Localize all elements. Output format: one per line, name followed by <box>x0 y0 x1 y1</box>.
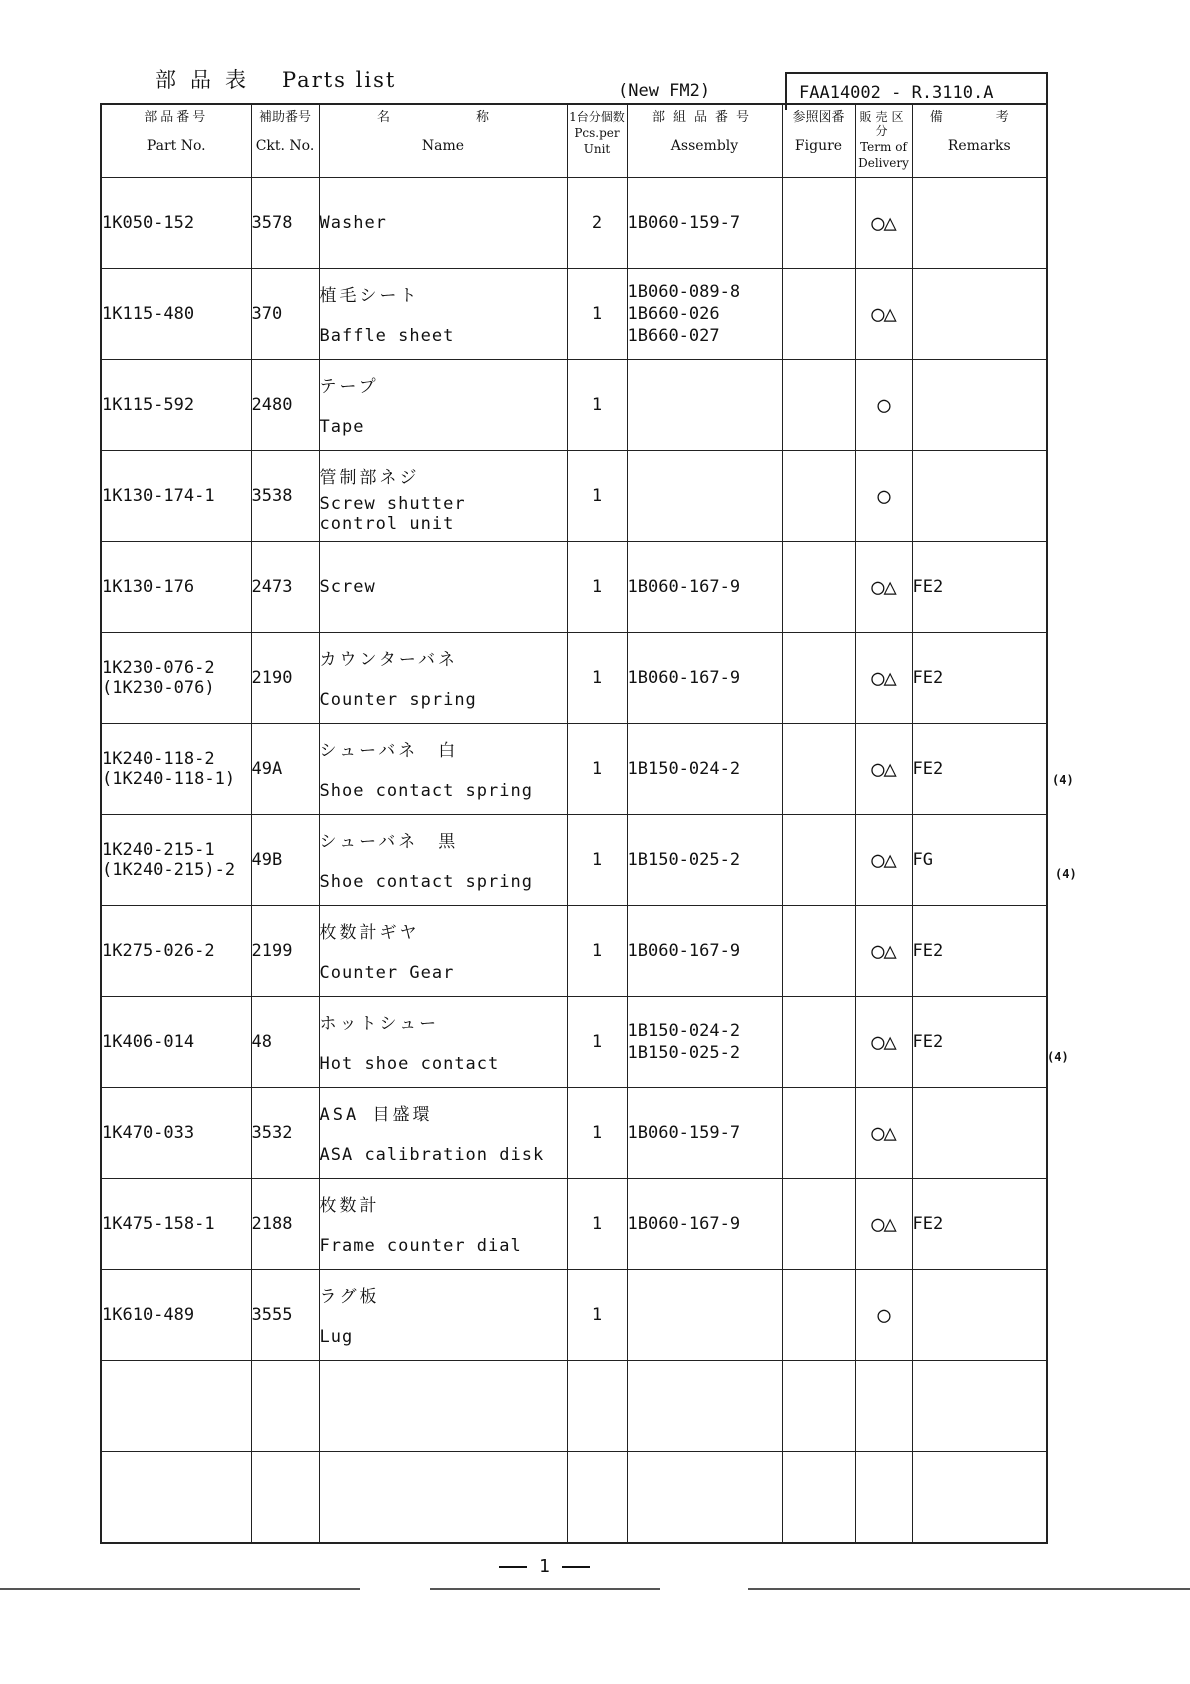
ckt-no-cell <box>251 451 319 542</box>
name-cell <box>319 633 567 724</box>
name-cell <box>319 1270 567 1361</box>
remarks-cell <box>912 1088 1047 1179</box>
col-pcs: 1台分個数 Pcs.per Unit <box>567 104 627 178</box>
remarks-cell <box>912 997 1047 1088</box>
qty: 1 <box>591 304 603 324</box>
ckt-no: 2473 <box>251 577 293 597</box>
model-label: (New FM2) <box>618 81 711 101</box>
name-en: Counter spring <box>319 690 477 710</box>
assembly-cell <box>627 360 782 451</box>
figure-cell <box>782 1361 855 1452</box>
qty-cell <box>567 451 627 542</box>
assembly: 1B060-159-7 <box>627 212 741 233</box>
parts-table <box>100 103 1048 1544</box>
name-jp: 枚数計 <box>319 1196 380 1216</box>
assembly: 1B150-025-2 <box>627 849 741 870</box>
ckt-no-cell <box>251 1088 319 1179</box>
delivery-mark: ○△ <box>871 574 896 600</box>
ckt-no-cell <box>251 906 319 997</box>
remarks: FE2 <box>912 668 944 688</box>
qty-cell <box>567 1361 627 1452</box>
delivery-cell <box>855 997 912 1088</box>
part-no-cell <box>101 1179 251 1270</box>
name-jp: シューバネ 白 <box>319 741 459 761</box>
ckt-no-cell <box>251 360 319 451</box>
col-part-no: 部品番号 Part No. <box>101 104 251 178</box>
figure-cell <box>782 269 855 360</box>
part-no-cell <box>101 906 251 997</box>
col-assembly: 部組品番号 Assembly <box>627 104 782 178</box>
table-row <box>101 451 1047 542</box>
col-ckt-no: 補助番号 Ckt. No. <box>251 104 319 178</box>
col-figure: 参照図番 Figure <box>782 104 855 178</box>
assembly-cell <box>627 451 782 542</box>
table-row <box>101 1270 1047 1361</box>
figure-cell <box>782 633 855 724</box>
delivery-mark: ○△ <box>871 210 896 236</box>
title-jp: 部品表 <box>155 68 260 92</box>
ckt-no-cell <box>251 633 319 724</box>
ckt-no-cell <box>251 269 319 360</box>
ckt-no: 49A <box>251 759 283 779</box>
part-no: 1K115-480 <box>102 304 195 324</box>
part-no-cell <box>101 360 251 451</box>
assembly-cell <box>627 633 782 724</box>
ckt-no: 3555 <box>251 1305 293 1325</box>
name-cell <box>319 1452 567 1544</box>
part-no: 1K240-215-1 <box>102 840 215 860</box>
name-en: Washer <box>319 213 387 233</box>
delivery-mark: ○△ <box>871 938 896 964</box>
ckt-no-cell <box>251 724 319 815</box>
delivery-mark: ○△ <box>871 1211 896 1237</box>
part-no-cell <box>101 178 251 269</box>
qty: 1 <box>591 1123 603 1143</box>
delivery-cell <box>855 724 912 815</box>
delivery-mark: ○ <box>877 483 890 509</box>
delivery-mark: ○ <box>877 392 890 418</box>
footer-rule <box>430 1588 660 1590</box>
qty: 1 <box>591 395 603 415</box>
qty: 1 <box>591 1305 603 1325</box>
remarks-cell <box>912 1361 1047 1452</box>
qty: 1 <box>591 850 603 870</box>
figure-cell <box>782 997 855 1088</box>
name-jp: 植毛シート <box>319 286 420 306</box>
col-name: 名 称 Name <box>319 104 567 178</box>
ckt-no: 2199 <box>251 941 293 961</box>
assembly: 1B060-089-8 1B660-026 1B660-027 <box>627 281 741 347</box>
name-jp: シューバネ 黒 <box>319 832 459 852</box>
page-number: 1 <box>487 1556 602 1577</box>
delivery-cell <box>855 1452 912 1544</box>
figure-cell <box>782 1088 855 1179</box>
delivery-cell <box>855 269 912 360</box>
part-no-cell <box>101 1452 251 1544</box>
qty: 1 <box>591 1214 603 1234</box>
qty: 1 <box>591 577 603 597</box>
table-row <box>101 360 1047 451</box>
table-row <box>101 1452 1047 1544</box>
ckt-no-cell <box>251 178 319 269</box>
table-row <box>101 269 1047 360</box>
remarks-cell <box>912 906 1047 997</box>
ckt-no-cell <box>251 1270 319 1361</box>
name-en: Screw <box>319 577 376 597</box>
qty: 1 <box>591 668 603 688</box>
assembly-cell <box>627 724 782 815</box>
qty-cell <box>567 633 627 724</box>
ckt-no: 2480 <box>251 395 293 415</box>
part-no: 1K470-033 <box>102 1123 195 1143</box>
remarks-cell <box>912 1270 1047 1361</box>
name-cell <box>319 906 567 997</box>
part-no: 1K275-026-2 <box>102 941 215 961</box>
assembly-cell <box>627 815 782 906</box>
name-jp: カウンターバネ <box>319 650 458 670</box>
remarks-cell <box>912 451 1047 542</box>
ckt-no: 48 <box>251 1032 272 1052</box>
assembly-cell <box>627 906 782 997</box>
name-jp: 枚数計ギヤ <box>319 923 420 943</box>
qty-cell <box>567 178 627 269</box>
remarks-cell <box>912 815 1047 906</box>
part-no: 1K130-174-1 <box>102 486 215 506</box>
delivery-cell <box>855 178 912 269</box>
delivery-mark: ○△ <box>871 1029 896 1055</box>
assembly: 1B060-167-9 <box>627 1213 741 1234</box>
assembly-cell <box>627 178 782 269</box>
name-cell <box>319 724 567 815</box>
qty-cell <box>567 724 627 815</box>
assembly: 1B060-167-9 <box>627 940 741 961</box>
delivery-mark: ○ <box>877 1302 890 1328</box>
qty-cell <box>567 815 627 906</box>
delivery-mark: ○△ <box>871 756 896 782</box>
name-en: Baffle sheet <box>319 326 455 346</box>
ckt-no: 49B <box>251 850 283 870</box>
assembly-cell <box>627 1452 782 1544</box>
name-cell <box>319 1361 567 1452</box>
remarks-cell <box>912 269 1047 360</box>
margin-note: (4) <box>1052 773 1074 787</box>
part-no-old: (1K240-118-1) <box>102 769 236 789</box>
name-jp: 管制部ネジ <box>319 468 420 488</box>
assembly-cell <box>627 1270 782 1361</box>
ckt-no-cell <box>251 1179 319 1270</box>
assembly: 1B060-167-9 <box>627 667 741 688</box>
name-jp: テープ <box>319 377 379 397</box>
qty: 1 <box>591 941 603 961</box>
remarks: FE2 <box>912 1032 944 1052</box>
remarks: FE2 <box>912 941 944 961</box>
delivery-mark: ○△ <box>871 847 896 873</box>
remarks: FG <box>912 850 933 870</box>
table-row <box>101 815 1047 906</box>
remarks-cell <box>912 1179 1047 1270</box>
table-row <box>101 906 1047 997</box>
name-en: Lug <box>319 1327 354 1347</box>
margin-note: (4) <box>1047 1050 1069 1064</box>
assembly: 1B150-024-2 1B150-025-2 <box>627 1020 741 1063</box>
ckt-no-cell <box>251 1452 319 1544</box>
delivery-cell <box>855 1088 912 1179</box>
part-no: 1K130-176 <box>102 577 195 597</box>
qty-cell <box>567 360 627 451</box>
delivery-mark: ○△ <box>871 301 896 327</box>
name-cell <box>319 1179 567 1270</box>
table-row <box>101 1179 1047 1270</box>
part-no-old: (1K240-215)-2 <box>102 860 236 880</box>
ckt-no-cell <box>251 1361 319 1452</box>
name-cell <box>319 815 567 906</box>
qty-cell <box>567 1088 627 1179</box>
name-en: Hot shoe contact <box>319 1054 500 1074</box>
ckt-no-cell <box>251 815 319 906</box>
assembly: 1B060-167-9 <box>627 576 741 597</box>
name-en: Shoe contact spring <box>319 872 533 892</box>
delivery-cell <box>855 451 912 542</box>
remarks-cell <box>912 542 1047 633</box>
figure-cell <box>782 1179 855 1270</box>
figure-cell <box>782 815 855 906</box>
table-row <box>101 633 1047 724</box>
name-en: Shoe contact spring <box>319 781 533 801</box>
delivery-cell <box>855 542 912 633</box>
remarks-cell <box>912 633 1047 724</box>
qty-cell <box>567 906 627 997</box>
qty-cell <box>567 1270 627 1361</box>
part-no-cell <box>101 997 251 1088</box>
ckt-no: 3538 <box>251 486 293 506</box>
name-jp: ASA 目盛環 <box>319 1105 433 1125</box>
doc-code: FAA14002 - R.3110.A <box>785 72 1048 110</box>
remarks: FE2 <box>912 759 944 779</box>
table-row <box>101 178 1047 269</box>
name-cell <box>319 269 567 360</box>
margin-note: (4) <box>1055 867 1077 881</box>
part-no-cell <box>101 542 251 633</box>
qty: 1 <box>591 1032 603 1052</box>
remarks: FE2 <box>912 1214 944 1234</box>
name-en: Tape <box>319 417 365 437</box>
table-row <box>101 724 1047 815</box>
name-cell <box>319 1088 567 1179</box>
part-no: 1K240-118-2 <box>102 749 215 769</box>
qty-cell <box>567 542 627 633</box>
qty: 2 <box>591 213 603 233</box>
table-row <box>101 1088 1047 1179</box>
figure-cell <box>782 1270 855 1361</box>
part-no-cell <box>101 1270 251 1361</box>
remarks-cell <box>912 724 1047 815</box>
delivery-cell <box>855 1270 912 1361</box>
part-no-cell <box>101 269 251 360</box>
title-en: Parts list <box>282 68 397 92</box>
name-en: Counter Gear <box>319 963 455 983</box>
remarks-cell <box>912 360 1047 451</box>
delivery-cell <box>855 633 912 724</box>
remarks-cell <box>912 178 1047 269</box>
qty-cell <box>567 1179 627 1270</box>
part-no: 1K230-076-2 <box>102 658 215 678</box>
footer-rule <box>0 1588 360 1590</box>
assembly-cell <box>627 1361 782 1452</box>
part-no: 1K115-592 <box>102 395 195 415</box>
assembly-cell <box>627 269 782 360</box>
delivery-cell <box>855 815 912 906</box>
figure-cell <box>782 360 855 451</box>
remarks-cell <box>912 1452 1047 1544</box>
assembly-cell <box>627 1088 782 1179</box>
delivery-mark: ○△ <box>871 1120 896 1146</box>
part-no: 1K406-014 <box>102 1032 195 1052</box>
part-no-cell <box>101 724 251 815</box>
header-row <box>101 104 1047 178</box>
qty: 1 <box>591 759 603 779</box>
col-delivery: 販売区分 Term of Delivery <box>855 104 912 178</box>
ckt-no: 3578 <box>251 213 293 233</box>
footer-rule <box>748 1588 1190 1590</box>
part-no: 1K610-489 <box>102 1305 195 1325</box>
page-title <box>155 64 396 94</box>
ckt-no-cell <box>251 542 319 633</box>
figure-cell <box>782 724 855 815</box>
qty-cell <box>567 997 627 1088</box>
name-en: ASA calibration disk <box>319 1145 545 1165</box>
name-jp: ラグ板 <box>319 1287 380 1307</box>
assembly: 1B060-159-7 <box>627 1122 741 1143</box>
ckt-no-cell <box>251 997 319 1088</box>
part-no-old: (1K230-076) <box>102 678 215 698</box>
part-no-cell <box>101 1088 251 1179</box>
qty: 1 <box>591 486 603 506</box>
part-no: 1K050-152 <box>102 213 195 233</box>
assembly: 1B150-024-2 <box>627 758 741 779</box>
delivery-mark: ○△ <box>871 665 896 691</box>
qty-cell <box>567 1452 627 1544</box>
table-row <box>101 1361 1047 1452</box>
part-no-cell <box>101 633 251 724</box>
table-row <box>101 542 1047 633</box>
name-cell <box>319 542 567 633</box>
name-jp: ホットシュー <box>319 1014 440 1034</box>
part-no: 1K475-158-1 <box>102 1214 215 1234</box>
name-en: Screw shutter control unit <box>319 494 466 534</box>
delivery-cell <box>855 360 912 451</box>
delivery-cell <box>855 1179 912 1270</box>
name-en: Frame counter dial <box>319 1236 522 1256</box>
ckt-no: 2188 <box>251 1214 293 1234</box>
table-row <box>101 997 1047 1088</box>
assembly-cell <box>627 1179 782 1270</box>
figure-cell <box>782 178 855 269</box>
figure-cell <box>782 542 855 633</box>
name-cell <box>319 997 567 1088</box>
assembly-cell <box>627 542 782 633</box>
figure-cell <box>782 1452 855 1544</box>
assembly-cell <box>627 997 782 1088</box>
figure-cell <box>782 451 855 542</box>
col-remarks: 備 考 Remarks <box>912 104 1047 178</box>
figure-cell <box>782 906 855 997</box>
part-no-cell <box>101 1361 251 1452</box>
name-cell <box>319 178 567 269</box>
delivery-cell <box>855 906 912 997</box>
delivery-cell <box>855 1361 912 1452</box>
name-cell <box>319 360 567 451</box>
part-no-cell <box>101 451 251 542</box>
remarks: FE2 <box>912 577 944 597</box>
ckt-no: 370 <box>251 304 283 324</box>
ckt-no: 2190 <box>251 668 293 688</box>
name-cell <box>319 451 567 542</box>
ckt-no: 3532 <box>251 1123 293 1143</box>
qty-cell <box>567 269 627 360</box>
part-no-cell <box>101 815 251 906</box>
